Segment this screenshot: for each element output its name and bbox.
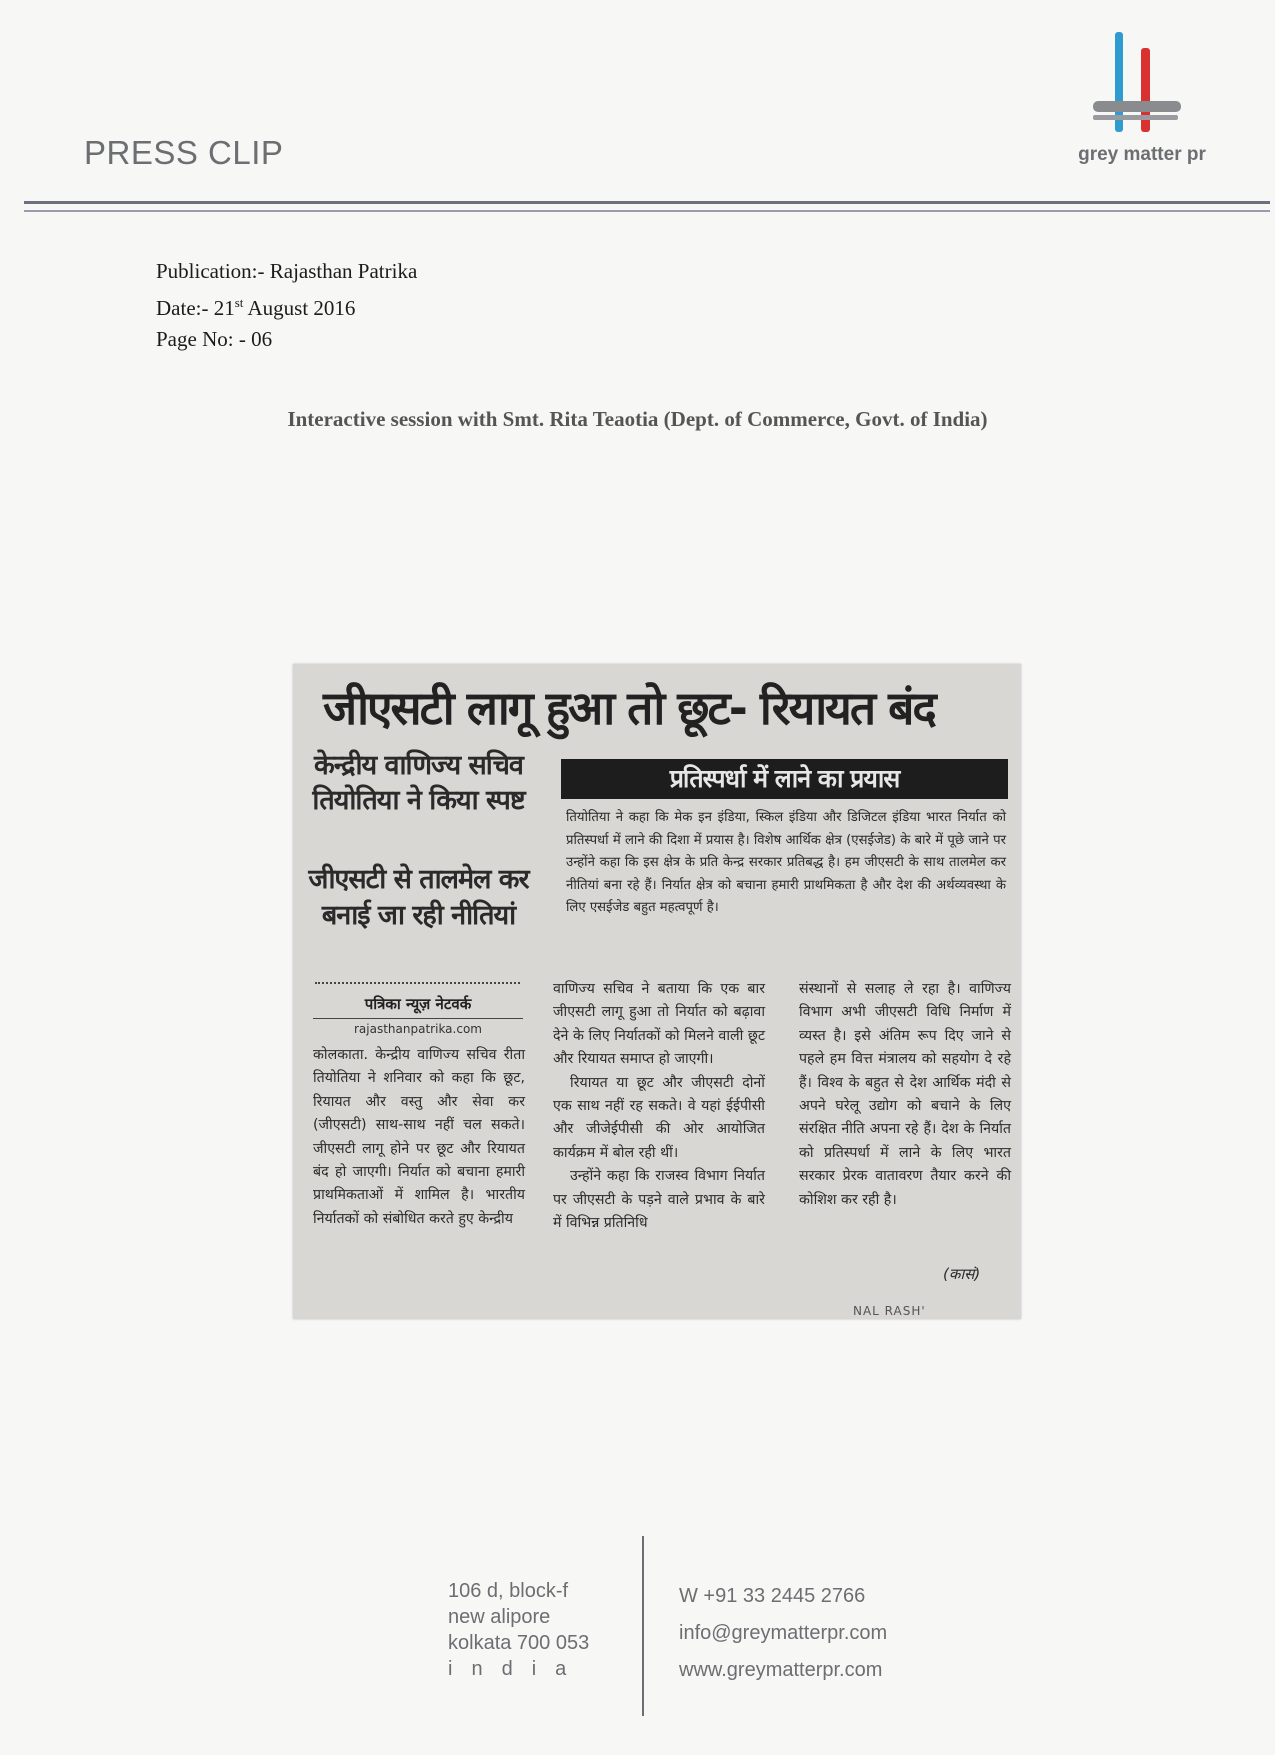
paragraph: वाणिज्य सचिव ने बताया कि एक बार जीएसटी लागू हुआ तो निर्यात को बढ़ावा देने के लिए निर्यातकों को मिलने वाली छूट और रियायत समाप्त हो जाएगी। xyxy=(553,981,765,1068)
paragraph: रियायत या छूट और जीएसटी दोनों एक साथ नहीं रह सकते। वे यहां ईईपीसी और जीजेईपीसी की ओर आयोजित कार्यक्रम में बोल रही थीं। xyxy=(553,1074,765,1161)
article-column-1: कोलकाता. केन्द्रीय वाणिज्य सचिव रीता तियोतिया ने शनिवार को कहा कि छूट, रियायत और वस्तु और सेवा कर (जीएसटी) साथ-साथ नहीं चल सकते। जीएसटी लागू होने पर छूट और रियायत बंद हो जाएगी। निर्यात को बचाना हमारी प्राथमिकताओं में शामिल है। भारतीय निर्यातकों को संबोधित करते हुए केन्द्रीय xyxy=(313,1047,525,1227)
article-column-2 xyxy=(553,978,765,1235)
website-link[interactable]: www.greymatterpr.com xyxy=(679,1659,883,1681)
email-link[interactable]: info@greymatterpr.com xyxy=(679,1622,888,1644)
article-column-3: संस्थानों से सलाह ले रहा है। वाणिज्य विभाग अभी जीएसटी विधि निर्माण में व्यस्त है। इसे अंतिम रूप दिए जाने से पहले हम वित्त मंत्रालय को सहयोग दे रहे हैं। विश्व के बहुत से देश आर्थिक मंदी से अपने घरेलू उद्योग को बचाने के लिए संरक्षित नीति अपना रहे हैं। देश के निर्यात को प्रतिस्पर्धा में लाने के लिए भारत सरकार प्रेरक वातावरण तैयार करने की कोशिश कर रही है। xyxy=(799,981,1011,1208)
press-clip-label: PRESS CLIP xyxy=(84,134,284,171)
footer-address xyxy=(448,1578,589,1682)
footer-contact xyxy=(679,1578,887,1689)
newspaper-clipping xyxy=(293,664,1021,1319)
dotted-divider xyxy=(315,982,520,984)
clipping-subhead-2: जीएसटी से तालमेल कर बनाई जा रही नीतियां xyxy=(308,864,529,931)
box-title: प्रतिस्पर्धा में लाने का प्रयास xyxy=(561,759,1008,799)
date-line: Date:- 21st August 2016 xyxy=(156,295,356,320)
news-agency: पत्रिका न्यूज़ नेटवर्क xyxy=(364,995,472,1013)
page-line: Page No: - 06 xyxy=(156,327,273,351)
address-country: india xyxy=(448,1658,586,1680)
address-line: 106 d, block-f xyxy=(448,1580,569,1602)
clipping-subhead: केन्द्रीय वाणिज्य सचिव तियोतिया ने किया स्पष्ट xyxy=(312,750,525,816)
box-body: तियोतिया ने कहा कि मेक इन इंडिया, स्किल इंडिया और डिजिटल इंडिया भारत निर्यात को प्रतिस्पर्धा में लाने की दिशा में प्रयास है। विशेष आर्थिक क्षेत्र (एसईजेड) के बारे में पूछे जाने पर उन्होंने कहा कि इस क्षेत्र के प्रति केन्द्र सरकार प्रतिबद्ध है। हम जीएसटी के साथ तालमेल कर नीतियां बना रहे हैं। निर्यात क्षेत्र को बचाना हमारी प्राथमिकता है और देश की अर्थव्यवस्था के लिए एसईजेड बहुत महत्वपूर्ण है। xyxy=(566,810,1006,915)
signoff: (कासं) xyxy=(943,1265,981,1283)
edge-fragment: NAL RASH' xyxy=(853,1304,926,1318)
clipping-headline: जीएसटी लागू हुआ तो छूट- रियायत बंद xyxy=(323,681,935,735)
publication-line: Publication:- Rajasthan Patrika xyxy=(156,259,418,283)
session-title: Interactive session with Smt. Rita Teaotia (Dept. of Commerce, Govt. of India) xyxy=(287,407,988,431)
agency-website: rajasthanpatrika.com xyxy=(313,1018,523,1036)
logo-grey-band-lower xyxy=(1093,115,1178,120)
grey-matter-logo xyxy=(1085,28,1185,138)
footer-divider xyxy=(642,1536,644,1716)
logo-grey-band xyxy=(1093,101,1181,112)
paragraph: उन्होंने कहा कि राजस्व विभाग निर्यात पर जीएसटी के पड़ने वाले प्रभाव के बारे में विभिन्न प्रतिनिधि xyxy=(553,1168,765,1232)
header-rule-thin xyxy=(24,210,1270,212)
logo-text: grey matter pr xyxy=(1078,144,1206,165)
header-rule xyxy=(24,201,1270,204)
address-line: kolkata 700 053 xyxy=(448,1632,590,1654)
address-line: new alipore xyxy=(448,1606,551,1628)
publication-meta xyxy=(156,256,417,355)
phone: W +91 33 2445 2766 xyxy=(679,1585,866,1607)
